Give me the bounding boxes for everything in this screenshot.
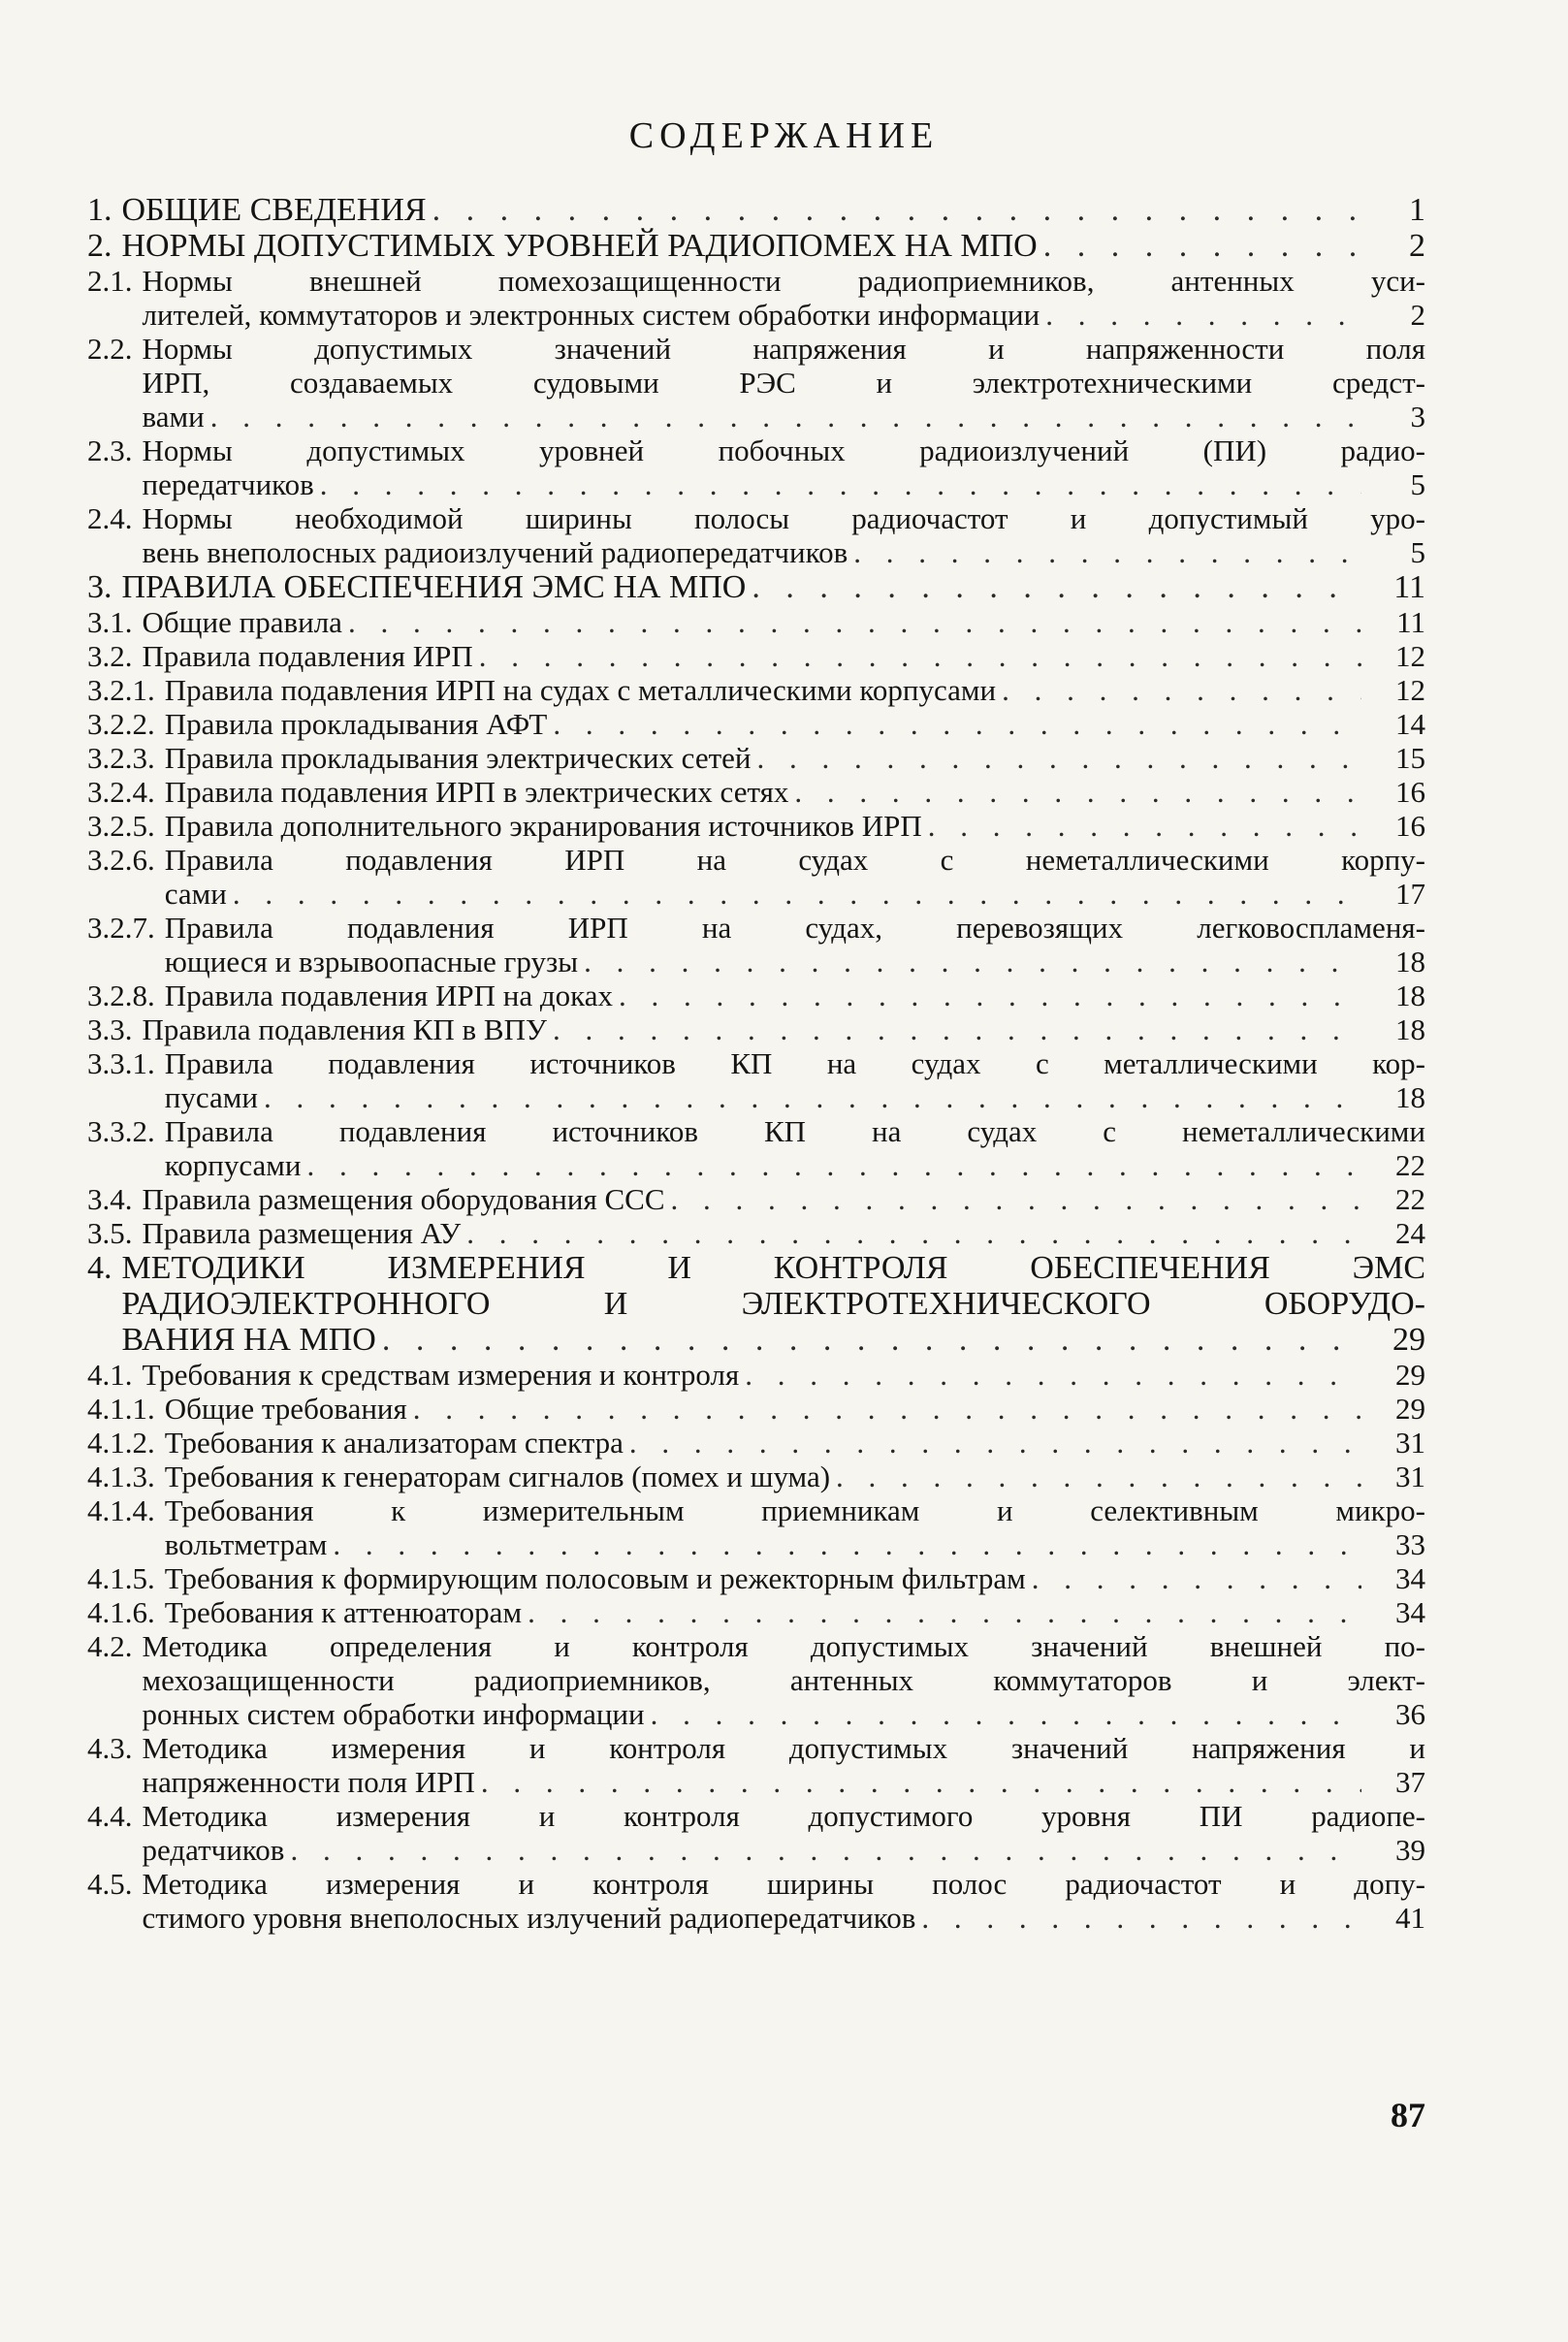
dot-leader [466,1216,1361,1250]
toc-entry-last-line [165,1392,1425,1426]
toc-entry-page: 11 [1396,605,1425,639]
toc-entry-title-line: Требования к измерительным приемникам и селективным микро- [164,1493,1425,1527]
toc-entry-page: 12 [1395,673,1425,707]
dot-leader [481,1765,1361,1799]
toc-entry-title-line: стимого уровня внеполосных излучений радиопередатчиков [142,1901,916,1935]
toc-entry [87,1629,1425,1731]
toc-entry-number: 2.1. [87,264,133,298]
toc-entry [87,1731,1425,1799]
toc-entry-body [143,501,1426,569]
toc-entry-last-line [165,945,1425,979]
page-title: СОДЕРЖАНИЕ [628,115,940,156]
page-number: 87 [1391,2096,1425,2134]
dot-leader [233,877,1361,911]
toc-entry-body [143,1358,1426,1392]
toc-entry-page: 37 [1395,1765,1425,1799]
toc-entry-number: 3.2. [87,639,133,673]
toc-entry-title-line: ИРП, создаваемых судовыми РЭС и электротехническими средст- [142,366,1425,400]
toc-entry-title-line: НОРМЫ ДОПУСТИМЫХ УРОВНЕЙ РАДИОПОМЕХ НА МПО [121,228,1038,264]
toc-entry-body [143,1012,1426,1046]
toc-entry-title-line: вольтметрам [164,1527,328,1561]
table-of-contents [87,192,1425,1935]
toc-entry-last-line [165,979,1425,1012]
toc-entry-last-line [143,1358,1426,1392]
toc-entry-body [143,1799,1426,1867]
toc-entry [87,639,1425,673]
toc-entry-last-line [143,1765,1426,1799]
toc-entry-number: 4.1. [87,1358,133,1392]
toc-entry-last-line [122,569,1426,605]
toc-entry-page: 22 [1395,1182,1425,1216]
toc-entry-page: 41 [1395,1901,1425,1935]
toc-entry-title-line: Нормы допустимых уровней побочных радиоизлучений (ПИ) радио- [142,433,1425,467]
toc-entry-title-line: корпусами [164,1148,302,1182]
toc-entry-page: 29 [1395,1358,1425,1392]
toc-entry-body [165,1046,1425,1114]
toc-entry-page: 34 [1395,1561,1425,1595]
toc-entry-last-line [122,192,1426,228]
toc-entry [87,1460,1425,1493]
toc-entry-title-line: Методика измерения и контроля допустимых значений напряжения и [142,1731,1425,1765]
toc-entry-last-line [165,809,1425,843]
toc-entry-page: 2 [1410,298,1425,332]
toc-entry-number: 3.2.7. [87,911,155,945]
toc-entry-number: 3.2.2. [87,707,155,741]
toc-entry-page: 31 [1395,1460,1425,1493]
dot-leader [794,775,1361,809]
toc-entry-body [143,1182,1426,1216]
toc-entry-body [165,673,1425,707]
toc-entry-last-line [143,605,1426,639]
dot-leader [584,945,1361,979]
toc-entry-title-line: ющиеся и взрывоопасные грузы [164,945,579,979]
toc-entry-title-line: Правила дополнительного экранирования источников ИРП [164,809,922,843]
toc-entry [87,332,1425,433]
toc-entry-number: 4.4. [87,1799,133,1833]
toc-entry-title-line: Требования к анализаторам спектра [164,1426,624,1460]
toc-entry-page: 5 [1410,535,1425,569]
toc-entry-body [165,775,1425,809]
toc-entry-last-line [165,1561,1425,1595]
toc-entry-title-line: вень внеполосных радиоизлучений радиопередатчиков [142,535,848,569]
toc-entry-number: 4.1.6. [87,1595,155,1629]
toc-entry-title-line: Правила подавления КП в ВПУ [142,1012,547,1046]
dot-leader [853,535,1361,569]
toc-entry-body [143,264,1426,332]
toc-entry-title-line: редатчиков [142,1833,285,1867]
dot-leader [836,1460,1361,1493]
toc-entry [87,1046,1425,1114]
toc-entry [87,979,1425,1012]
toc-entry-body [143,1216,1426,1250]
dot-leader [348,605,1361,639]
toc-entry-title-line: Правила подавления ИРП на судах с металлическими корпусами [164,673,997,707]
toc-entry-title-line: Правила прокладывания АФТ [164,707,548,741]
dot-leader [745,1358,1361,1392]
toc-entry-page: 1 [1409,192,1425,228]
toc-entry-page: 2 [1409,228,1425,264]
toc-entry-title-line: Правила размещения оборудования ССС [142,1182,665,1216]
toc-entry-title-line: сами [164,877,227,911]
dot-leader [619,979,1361,1012]
toc-entry-title-line: Общие требования [164,1392,407,1426]
toc-entry [87,1182,1425,1216]
toc-entry-title-line: Методика измерения и контроля допустимого уровня ПИ радиопе- [142,1799,1425,1833]
toc-entry [87,569,1425,605]
toc-entry-title-line: Правила подавления ИРП на судах с неметаллическими корпу- [164,843,1425,877]
toc-entry-last-line [165,1148,1425,1182]
toc-entry-page: 34 [1395,1595,1425,1629]
toc-entry-last-line [122,1322,1426,1358]
toc-entry [87,1561,1425,1595]
toc-entry-body [143,1867,1426,1935]
dot-leader [928,809,1361,843]
dot-leader [320,467,1361,501]
toc-entry-page: 24 [1395,1216,1425,1250]
toc-entry-number: 4.5. [87,1867,133,1901]
toc-entry [87,605,1425,639]
toc-entry-number: 3.4. [87,1182,133,1216]
toc-entry [87,1250,1425,1358]
toc-entry-number: 3.3.2. [87,1114,155,1148]
toc-entry [87,1012,1425,1046]
toc-entry-number: 3.3.1. [87,1046,155,1080]
dot-leader [671,1182,1361,1216]
toc-entry-last-line [165,775,1425,809]
toc-entry [87,1392,1425,1426]
toc-entry-title-line: Нормы допустимых значений напряжения и напряженности поля [142,332,1425,366]
toc-entry-body [122,569,1426,605]
toc-entry-last-line [165,877,1425,911]
toc-entry-body [143,433,1426,501]
toc-entry-number: 4.1.2. [87,1426,155,1460]
toc-entry-number: 2.3. [87,433,133,467]
toc-entry-last-line [143,298,1426,332]
toc-entry [87,1799,1425,1867]
toc-entry [87,741,1425,775]
toc-entry [87,911,1425,979]
toc-entry-title-line: Методика определения и контроля допустимых значений внешней по- [142,1629,1425,1663]
toc-entry-page: 29 [1395,1392,1425,1426]
toc-entry-page: 11 [1393,569,1425,605]
toc-entry-last-line [165,1080,1425,1114]
toc-entry-body [165,843,1425,911]
toc-entry-number: 4.2. [87,1629,133,1663]
toc-entry-page: 33 [1395,1527,1425,1561]
toc-entry-body [165,809,1425,843]
toc-entry-last-line [143,1012,1426,1046]
toc-entry-number: 4.1.4. [87,1493,155,1527]
toc-entry-last-line [143,1697,1426,1731]
toc-entry-title-line: ПРАВИЛА ОБЕСПЕЧЕНИЯ ЭМС НА МПО [121,569,747,605]
toc-entry-body [143,332,1426,433]
dot-leader [752,569,1361,605]
toc-entry-last-line [165,673,1425,707]
toc-entry-last-line [165,1460,1425,1493]
toc-entry-title-line: Требования к средствам измерения и контроля [142,1358,740,1392]
toc-entry-page: 36 [1395,1697,1425,1731]
toc-entry-page: 18 [1395,979,1425,1012]
toc-entry-title-line: Правила размещения АУ [142,1216,462,1250]
toc-entry-title-line: ОБЩИЕ СВЕДЕНИЯ [121,192,427,228]
toc-entry-number: 4.1.5. [87,1561,155,1595]
toc-entry-title-line: Требования к аттенюаторам [164,1595,523,1629]
toc-entry-title-line: ронных систем обработки информации [142,1697,645,1731]
toc-entry-number: 3.2.3. [87,741,155,775]
toc-entry-number: 3.2.1. [87,673,155,707]
toc-entry-body [143,639,1426,673]
toc-entry-page: 16 [1395,775,1425,809]
toc-entry [87,775,1425,809]
toc-entry-body [122,1250,1426,1358]
toc-entry-last-line [165,741,1425,775]
toc-entry-number: 2.4. [87,501,133,535]
dot-leader [1045,298,1361,332]
toc-entry-number: 3.1. [87,605,133,639]
toc-entry-title-line: лителей, коммутаторов и электронных систем обработки информации [142,298,1040,332]
toc-entry-number: 4.1.1. [87,1392,155,1426]
toc-entry-number: 4.1.3. [87,1460,155,1493]
toc-entry-page: 14 [1395,707,1425,741]
toc-entry [87,1595,1425,1629]
dot-leader [651,1697,1361,1731]
toc-entry-body [165,1595,1425,1629]
toc-entry-title-line: Правила подавления ИРП [142,639,473,673]
toc-entry-number: 3.5. [87,1216,133,1250]
toc-entry-body [165,707,1425,741]
toc-entry [87,1867,1425,1935]
dot-leader [264,1080,1361,1114]
dot-leader [432,192,1361,228]
toc-entry-page: 3 [1410,400,1425,433]
toc-entry-page: 18 [1395,945,1425,979]
toc-entry-body [122,228,1426,264]
toc-entry [87,264,1425,332]
toc-entry-last-line [165,1527,1425,1561]
toc-entry-last-line [143,639,1426,673]
toc-entry-last-line [165,707,1425,741]
toc-entry-title-line: Правила прокладывания электрических сетей [164,741,752,775]
toc-entry-number: 2. [87,228,112,264]
toc-entry [87,501,1425,569]
toc-entry-page: 29 [1392,1322,1425,1358]
toc-entry [87,192,1425,228]
toc-entry-title-line: МЕТОДИКИ ИЗМЕРЕНИЯ И КОНТРОЛЯ ОБЕСПЕЧЕНИЯ ЭМС [121,1250,1425,1286]
toc-entry-title-line: напряженности поля ИРП [142,1765,475,1799]
dot-leader [921,1901,1361,1935]
toc-entry [87,809,1425,843]
dot-leader [1032,1561,1361,1595]
toc-entry [87,843,1425,911]
toc-entry [87,433,1425,501]
toc-entry-body [165,979,1425,1012]
toc-entry-body [165,741,1425,775]
dot-leader [479,639,1361,673]
toc-entry-number: 2.2. [87,332,133,366]
toc-entry-title-line: Правила подавления источников КП на судах с неметаллическими [164,1114,1425,1148]
toc-entry-title-line: Правила подавления ИРП на судах, перевозящих легковоспламеня- [164,911,1425,945]
toc-entry [87,228,1425,264]
toc-entry-title-line: ВАНИЯ НА МПО [121,1322,376,1358]
dot-leader [306,1148,1361,1182]
toc-entry-body [143,1731,1426,1799]
toc-entry-body [143,1629,1426,1731]
dot-leader [629,1426,1361,1460]
dot-leader [1002,673,1361,707]
toc-entry-page: 39 [1395,1833,1425,1867]
toc-entry-body [165,1493,1425,1561]
toc-entry-title-line: Нормы необходимой ширины полосы радиочастот и допустимый уро- [142,501,1425,535]
toc-entry-last-line [143,1901,1426,1935]
toc-entry-page: 5 [1410,467,1425,501]
dot-leader [210,400,1361,433]
toc-entry-number: 3.2.4. [87,775,155,809]
toc-entry-body [165,1114,1425,1182]
toc-entry-page: 18 [1395,1080,1425,1114]
toc-entry [87,673,1425,707]
dot-leader [382,1322,1361,1358]
dot-leader [413,1392,1361,1426]
toc-entry-body [165,1426,1425,1460]
toc-entry-page: 17 [1395,877,1425,911]
toc-entry-title-line: мехозащищенности радиоприемников, антенных коммутаторов и элект- [142,1663,1425,1697]
toc-entry-number: 4.3. [87,1731,133,1765]
toc-entry-body [165,911,1425,979]
toc-entry [87,1358,1425,1392]
toc-entry-title-line: Правила подавления ИРП на доках [164,979,613,1012]
toc-entry-last-line [143,535,1426,569]
toc-entry-body [165,1392,1425,1426]
dot-leader [333,1527,1361,1561]
toc-entry-body [143,605,1426,639]
toc-entry-last-line [122,228,1426,264]
toc-entry [87,1493,1425,1561]
toc-entry-title-line: передатчиков [142,467,314,501]
toc-entry-title-line: Методика измерения и контроля ширины полос радиочастот и допу- [142,1867,1425,1901]
toc-entry [87,707,1425,741]
toc-entry-title-line: Требования к формирующим полосовым и режекторным фильтрам [164,1561,1026,1595]
dot-leader [553,707,1361,741]
toc-entry-last-line [143,1216,1426,1250]
toc-entry-page: 31 [1395,1426,1425,1460]
toc-entry-number: 3.2.6. [87,843,155,877]
toc-entry-title-line: Нормы внешней помехозащищенности радиоприемников, антенных уси- [142,264,1425,298]
toc-entry-body [165,1561,1425,1595]
toc-entry-last-line [143,1182,1426,1216]
toc-entry-title-line: вами [142,400,205,433]
toc-entry [87,1426,1425,1460]
toc-entry-title-line: Требования к генераторам сигналов (помех и шума) [164,1460,831,1493]
toc-entry-title-line: Правила подавления ИРП в электрических сетях [164,775,789,809]
toc-entry [87,1216,1425,1250]
toc-entry-number: 3.2.5. [87,809,155,843]
toc-entry-last-line [143,400,1426,433]
dot-leader [528,1595,1361,1629]
toc-entry-body [165,1460,1425,1493]
toc-entry-title-line: пусами [164,1080,258,1114]
toc-entry-last-line [165,1595,1425,1629]
toc-entry-last-line [143,1833,1426,1867]
toc-entry-title-line: РАДИОЭЛЕКТРОННОГО И ЭЛЕКТРОТЕХНИЧЕСКОГО ОБОРУДО- [121,1286,1425,1322]
dot-leader [756,741,1361,775]
toc-entry-page: 22 [1395,1148,1425,1182]
dot-leader [1043,228,1361,264]
toc-entry-number: 3.3. [87,1012,133,1046]
toc-entry-last-line [143,467,1426,501]
dot-leader [290,1833,1361,1867]
toc-entry-page: 12 [1395,639,1425,673]
toc-entry-last-line [165,1426,1425,1460]
toc-entry-body [122,192,1426,228]
toc-entry-number: 3.2.8. [87,979,155,1012]
toc-entry-number: 1. [87,192,112,228]
toc-entry-number: 3. [87,569,112,605]
toc-entry-title-line: Общие правила [142,605,342,639]
dot-leader [553,1012,1361,1046]
toc-entry-page: 18 [1395,1012,1425,1046]
toc-entry-page: 16 [1395,809,1425,843]
toc-entry-title-line: Правила подавления источников КП на судах с металлическими кор- [164,1046,1425,1080]
toc-entry-number: 4. [87,1250,112,1286]
toc-entry-page: 15 [1395,741,1425,775]
toc-entry [87,1114,1425,1182]
